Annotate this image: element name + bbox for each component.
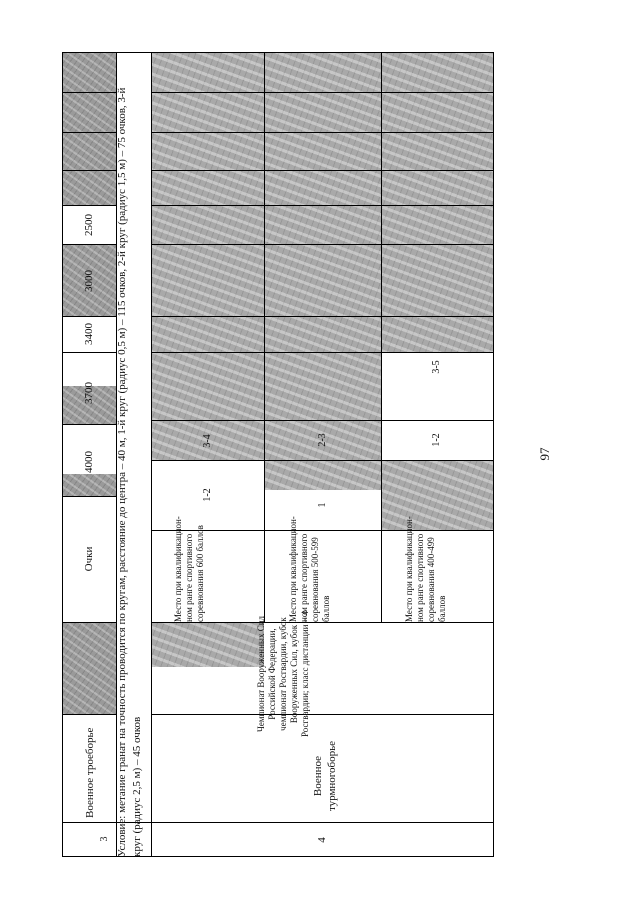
col-x3-sep bbox=[62, 92, 117, 93]
col-x1-sep-r4 bbox=[151, 205, 494, 206]
row4-sub1-end bbox=[264, 52, 265, 622]
row3-discipline: Военное троеборье bbox=[84, 727, 96, 818]
row3-col-3400: 3400 bbox=[83, 323, 95, 345]
row3-col-3000: 3000 bbox=[83, 270, 95, 292]
row4-sub2-4000: 1 bbox=[317, 502, 328, 508]
row4-competitions: Чемпионат Вооруженных Сил Российской Федерации, чемпионат Росгвардии, кубок Вооруженных Сил, кубок Росгвардии; класс дистанции – 4 bbox=[256, 611, 310, 737]
shade-row3-top bbox=[62, 52, 116, 93]
row3-col-4000: 4000 bbox=[83, 451, 95, 473]
row4-sub1-requirement: Место при квалификацион-ном ранге спортивного соревнования 600 баллов bbox=[173, 516, 205, 622]
row4-sub3-3400: 3-5 bbox=[431, 360, 442, 374]
shade-row4-competitions-top bbox=[151, 622, 264, 667]
col-discipline-sep bbox=[62, 714, 117, 715]
col-2500-sep-r4 bbox=[151, 244, 494, 245]
table-border-bottom-edge bbox=[493, 52, 494, 857]
row3-col-3700: 3700 bbox=[83, 382, 95, 404]
row3-points-label: Очки bbox=[83, 546, 95, 572]
shade-row3-g3 bbox=[62, 92, 116, 205]
shade-row4-upper bbox=[151, 52, 381, 420]
shade-row3-discipline-gap bbox=[62, 622, 116, 714]
col-x2-sep-r4 bbox=[151, 170, 494, 171]
row4-sub2-end bbox=[381, 52, 382, 622]
row3-condition: Условие: метание гранат на точность проводится по кругам, расстояние до центра – 40 м, 1-й круг (радиус 0,5 м) – 115 очков, 2-й круг (радиус 1,5 м) – 75 очков, 3-й круг (радиус 2,5 м) – 45 очков bbox=[116, 87, 143, 857]
row4-discipline: Военное турмногоборье bbox=[312, 740, 338, 812]
col-3000-sep-r4 bbox=[151, 316, 494, 317]
row4-sub3-requirement: Место при квалификацион-ном ранге спортивного соревнования 400-499 баллов bbox=[404, 516, 447, 622]
row4-sub2-3700: 2-3 bbox=[317, 433, 328, 447]
row3-col-2500: 2500 bbox=[83, 214, 95, 236]
col-x2-sep bbox=[62, 132, 117, 133]
row4-sub2-requirement: Место при квалификацион-ном ранге спортивного соревнования 500-599 баллов bbox=[288, 516, 331, 622]
table-border-top-edge bbox=[62, 52, 63, 857]
table-border-right-edge bbox=[62, 52, 494, 53]
shade-row4-sub3 bbox=[381, 52, 493, 352]
col-x4-sep-r4 bbox=[151, 92, 494, 93]
row3-number: 3 bbox=[99, 836, 110, 842]
col-4000-sep bbox=[62, 424, 117, 425]
row4-sub1-3700: 3-4 bbox=[202, 434, 213, 448]
col-x1-sep bbox=[62, 170, 117, 171]
page-number: 97 bbox=[537, 447, 552, 461]
col-points-sep bbox=[62, 496, 117, 497]
row4-sub1-4000: 1-2 bbox=[202, 488, 213, 502]
row4-sub3-3700: 1-2 bbox=[431, 433, 442, 447]
col-x3-sep-r4 bbox=[151, 132, 494, 133]
row3-condition-end bbox=[151, 52, 152, 857]
col-competition-sep bbox=[62, 622, 117, 623]
row4-number: 4 bbox=[316, 837, 328, 843]
